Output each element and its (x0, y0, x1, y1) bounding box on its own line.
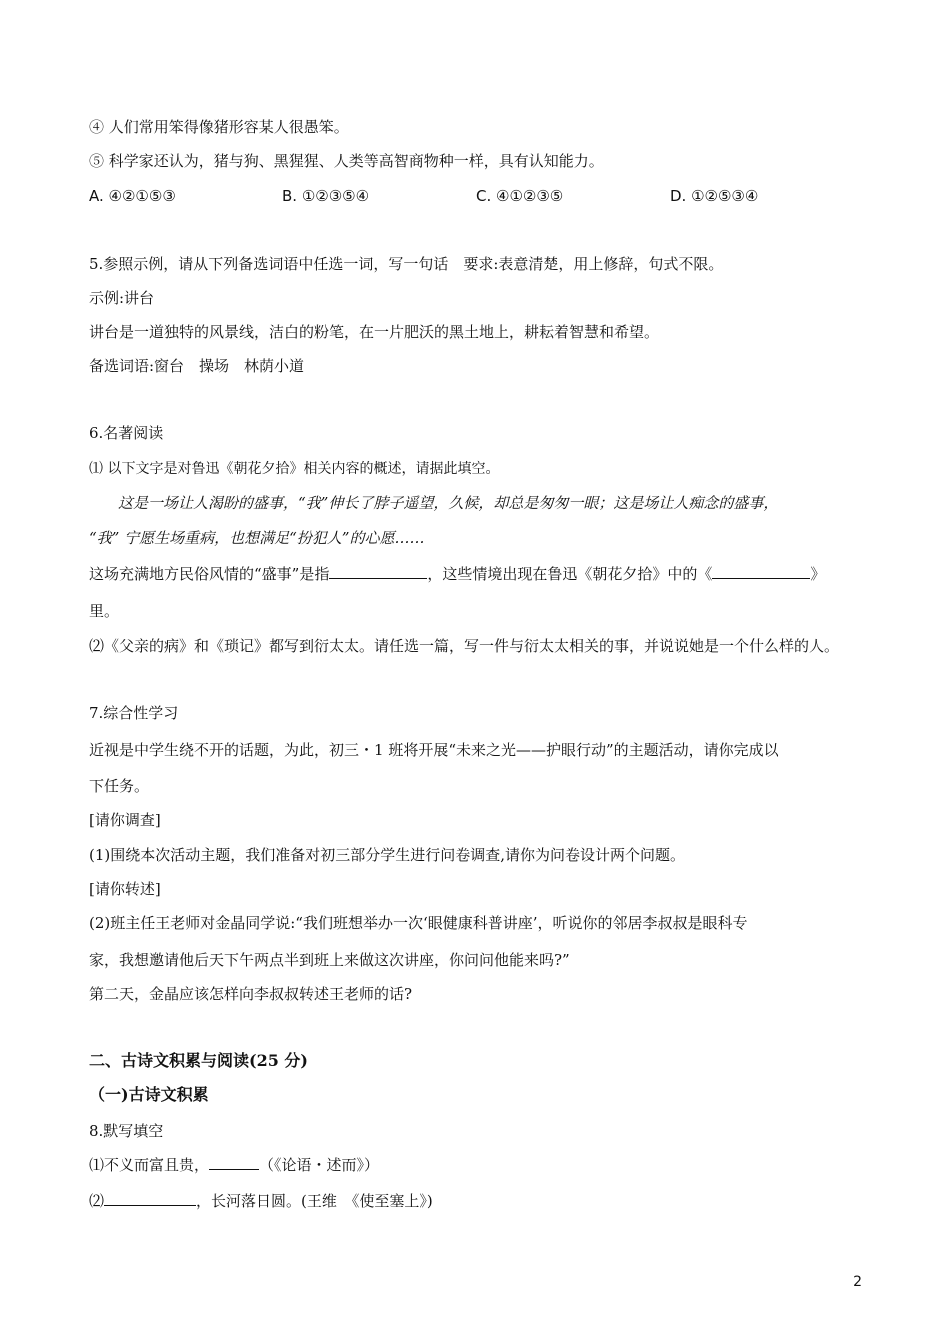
q5-title: 5.参照示例，请从下列备选词语中任选一词，写一句话 要求:表意清楚，用上修辞，句式不限。 (89, 255, 724, 273)
q7-title: 7.综合性学习 (89, 704, 179, 722)
q8-line2-a: ⑵ (89, 1192, 105, 1210)
q7-intro-line2: 下任务。 (89, 777, 150, 795)
q8-line2 (89, 1191, 433, 1211)
q6-fill-line (89, 564, 825, 584)
answer-blank[interactable] (712, 564, 810, 579)
q4-option-c: C. ④①②③⑤ (476, 187, 564, 205)
section-heading: 二、古诗文积累与阅读(25 分) (89, 1051, 308, 1070)
q6-quote-line2: “我” 宁愿生场重病，也想满足“扮犯人”的心愿…… (89, 529, 425, 547)
q8-line1 (89, 1155, 379, 1175)
q7-task2-line1: (2)班主任王老师对金晶同学说:“我们班想举办一次‘眼健康科普讲座’，听说你的邻居李叔叔是眼科专 (89, 914, 748, 932)
q4-option-d: D. ①②⑤③④ (670, 187, 759, 205)
q5-example-label: 示例:讲台 (89, 289, 155, 307)
q8-line1-b: （《论语・述而》） (259, 1156, 380, 1174)
q7-task2-line3: 第二天，金晶应该怎样向李叔叔转述王老师的话? (89, 985, 413, 1003)
q8-line2-b: ，长河落日圆。(王维 《使至塞上》) (196, 1192, 433, 1210)
q4-option-a: A. ④②①⑤③ (89, 187, 176, 205)
q6-title: 6.名著阅读 (89, 424, 164, 442)
section-subheading: （一)古诗文积累 (89, 1085, 209, 1104)
answer-blank[interactable] (329, 564, 427, 579)
q7-tag-relay: [请你转述] (89, 880, 161, 898)
q4-item-4: ④ 人们常用笨得像猪形容某人很愚笨。 (89, 118, 349, 136)
q8-title: 8.默写填空 (89, 1122, 164, 1140)
q4-item-5: ⑤ 科学家还认为，猪与狗、黑猩猩、人类等高智商物种一样，具有认知能力。 (89, 152, 604, 170)
q5-choices: 备选词语:窗台 操场 林荫小道 (89, 357, 305, 375)
page-number: 2 (853, 1274, 862, 1290)
q7-task2-line2: 家，我想邀请他后天下午两点半到班上来做这次讲座，你问问他能来吗?” (89, 951, 570, 969)
q7-tag-survey: [请你调查] (89, 811, 161, 829)
q6-fill-end: 里。 (89, 602, 120, 620)
q7-intro-line1: 近视是中学生绕不开的话题，为此，初三・1 班将开展“未来之光——护眼行动”的主题活动，请你完成以 (89, 741, 779, 759)
answer-blank[interactable] (209, 1155, 259, 1170)
q6-fill-c: 》 (810, 565, 826, 583)
q6-sub2: ⑵《父亲的病》和《琐记》都写到衍太太。请任选一篇，写一件与衍太太相关的事，并说说她是一个什么样的人。 (89, 637, 840, 655)
q6-sub1: ⑴ 以下文字是对鲁迅《朝花夕拾》相关内容的概述，请据此填空。 (89, 461, 500, 477)
q6-quote-line1: 这是一场让人渴盼的盛事，“我”伸长了脖子遥望，久候，却总是匆匆一眼；这是场让人痴念的盛事， (118, 494, 779, 512)
answer-blank[interactable] (104, 1191, 196, 1206)
q7-task1: (1)围绕本次活动主题，我们准备对初三部分学生进行问卷调查,请你为问卷设计两个问题。 (89, 846, 686, 864)
q8-line1-a: ⑴不义而富且贵， (89, 1156, 210, 1174)
q5-example-text: 讲台是一道独特的风景线，洁白的粉笔，在一片肥沃的黑土地上，耕耘着智慧和希望。 (89, 323, 660, 341)
q6-fill-a: 这场充满地方民俗风情的“盛事”是指 (89, 565, 330, 583)
q6-fill-b: ，这些情境出现在鲁迅《朝花夕拾》中的《 (427, 565, 713, 583)
q4-option-b: B. ①②③⑤④ (282, 187, 370, 205)
